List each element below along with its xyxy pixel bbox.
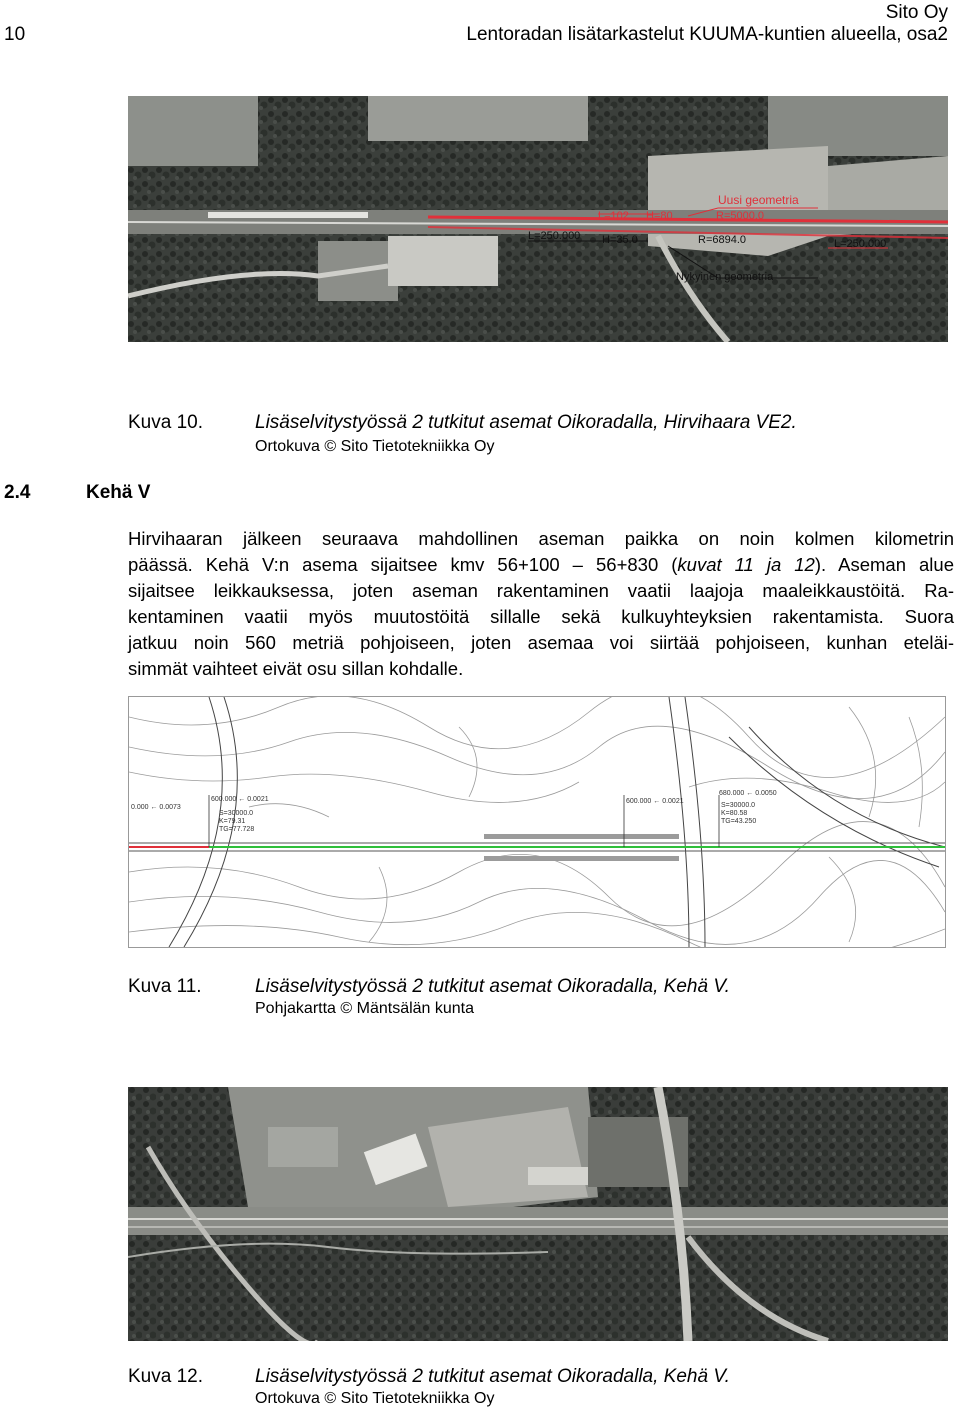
map-label: K=79.31 (219, 818, 246, 825)
label-l102: L=102 (598, 210, 629, 222)
aerial-photo-hirvihaara (128, 96, 948, 342)
map-label: 600.000 ← 0.0021 (626, 798, 684, 805)
paragraph-text: päässä. Kehä V:n asema sijaitsee kmv 56+100 – 56+830 ( (128, 554, 678, 575)
body-paragraph (128, 526, 954, 682)
figure-12-caption: Lisäselvitystyössä 2 tutkitut asemat Oikoradalla, Kehä V. (255, 1366, 730, 1387)
paragraph-line: kentaminen vaatii myös muutostöitä sillalle sekä kulkuyhteyksien rakentamista. Suora (128, 606, 954, 627)
section-number: 2.4 (4, 482, 31, 503)
map-label: TG=77.728 (219, 826, 255, 833)
page-number: 10 (4, 24, 26, 45)
company-name: Sito Oy (885, 2, 948, 23)
paragraph-text: ). Aseman alue (814, 554, 954, 575)
map-label: 600.000 ← 0.0021 (211, 796, 269, 803)
paragraph-line (128, 552, 954, 578)
document-title: Lentoradan lisätarkastelut KUUMA-kuntien alueella, osa2 (466, 24, 948, 45)
aerial-photo-kehav (128, 1087, 948, 1341)
label-h350: H=35.0 (602, 234, 638, 246)
label-l250-left: L=250.000 (528, 230, 581, 242)
label-r5000: R=5000.0 (716, 210, 765, 222)
paragraph-line: sijaitsee leikkauksessa, joten aseman rakentaminen vaatii laajoja maaleikkaustöitä. Ra- (128, 580, 954, 601)
label-r6894: R=6894.0 (698, 234, 747, 246)
map-label: S=30000.0 (219, 810, 254, 817)
figure-11-number: Kuva 11. (128, 976, 202, 997)
map-label: 680.000 ← 0.0050 (719, 790, 777, 797)
map-label: TG=43.250 (721, 818, 757, 825)
map-label: K=80.58 (721, 810, 748, 817)
paragraph-line: Hirvihaaran jälkeen seuraava mahdollinen aseman paikka on noin kolmen kilometrin (128, 528, 954, 549)
figure-10-caption: Lisäselvitystyössä 2 tutkitut asemat Oikoradalla, Hirvihaara VE2. (255, 412, 797, 433)
figure-11-source: Pohjakartta © Mäntsälän kunta (255, 1000, 475, 1017)
label-h80: H=80 (646, 210, 673, 222)
figure-10-source: Ortokuva © Sito Tietotekniikka Oy (255, 438, 495, 455)
figure-11-caption: Lisäselvitystyössä 2 tutkitut asemat Oikoradalla, Kehä V. (255, 976, 730, 997)
label-current-geometry: Nykyinen geometria (676, 271, 774, 283)
label-new-geometry: Uusi geometria (718, 193, 799, 207)
figure-12-number: Kuva 12. (128, 1366, 203, 1387)
map-label: S=30000.0 (721, 802, 756, 809)
figure-12-source: Ortokuva © Sito Tietotekniikka Oy (255, 1390, 495, 1407)
paragraph-line: simmät vaihteet eivät osu sillan kohdalle. (128, 658, 464, 679)
section-title: Kehä V (86, 482, 151, 503)
label-l250-right: L=250.000 (834, 238, 887, 250)
figure-reference: kuvat 11 ja 12 (677, 554, 815, 575)
map-label: 0.000 ← 0.0073 (131, 804, 181, 811)
base-map-kehav (128, 696, 946, 948)
figure-10-number: Kuva 10. (128, 412, 203, 433)
paragraph-line: jatkuu noin 560 metriä pohjoiseen, joten asemaa voi siirtää pohjoiseen, kunhan eteläi- (128, 632, 954, 653)
